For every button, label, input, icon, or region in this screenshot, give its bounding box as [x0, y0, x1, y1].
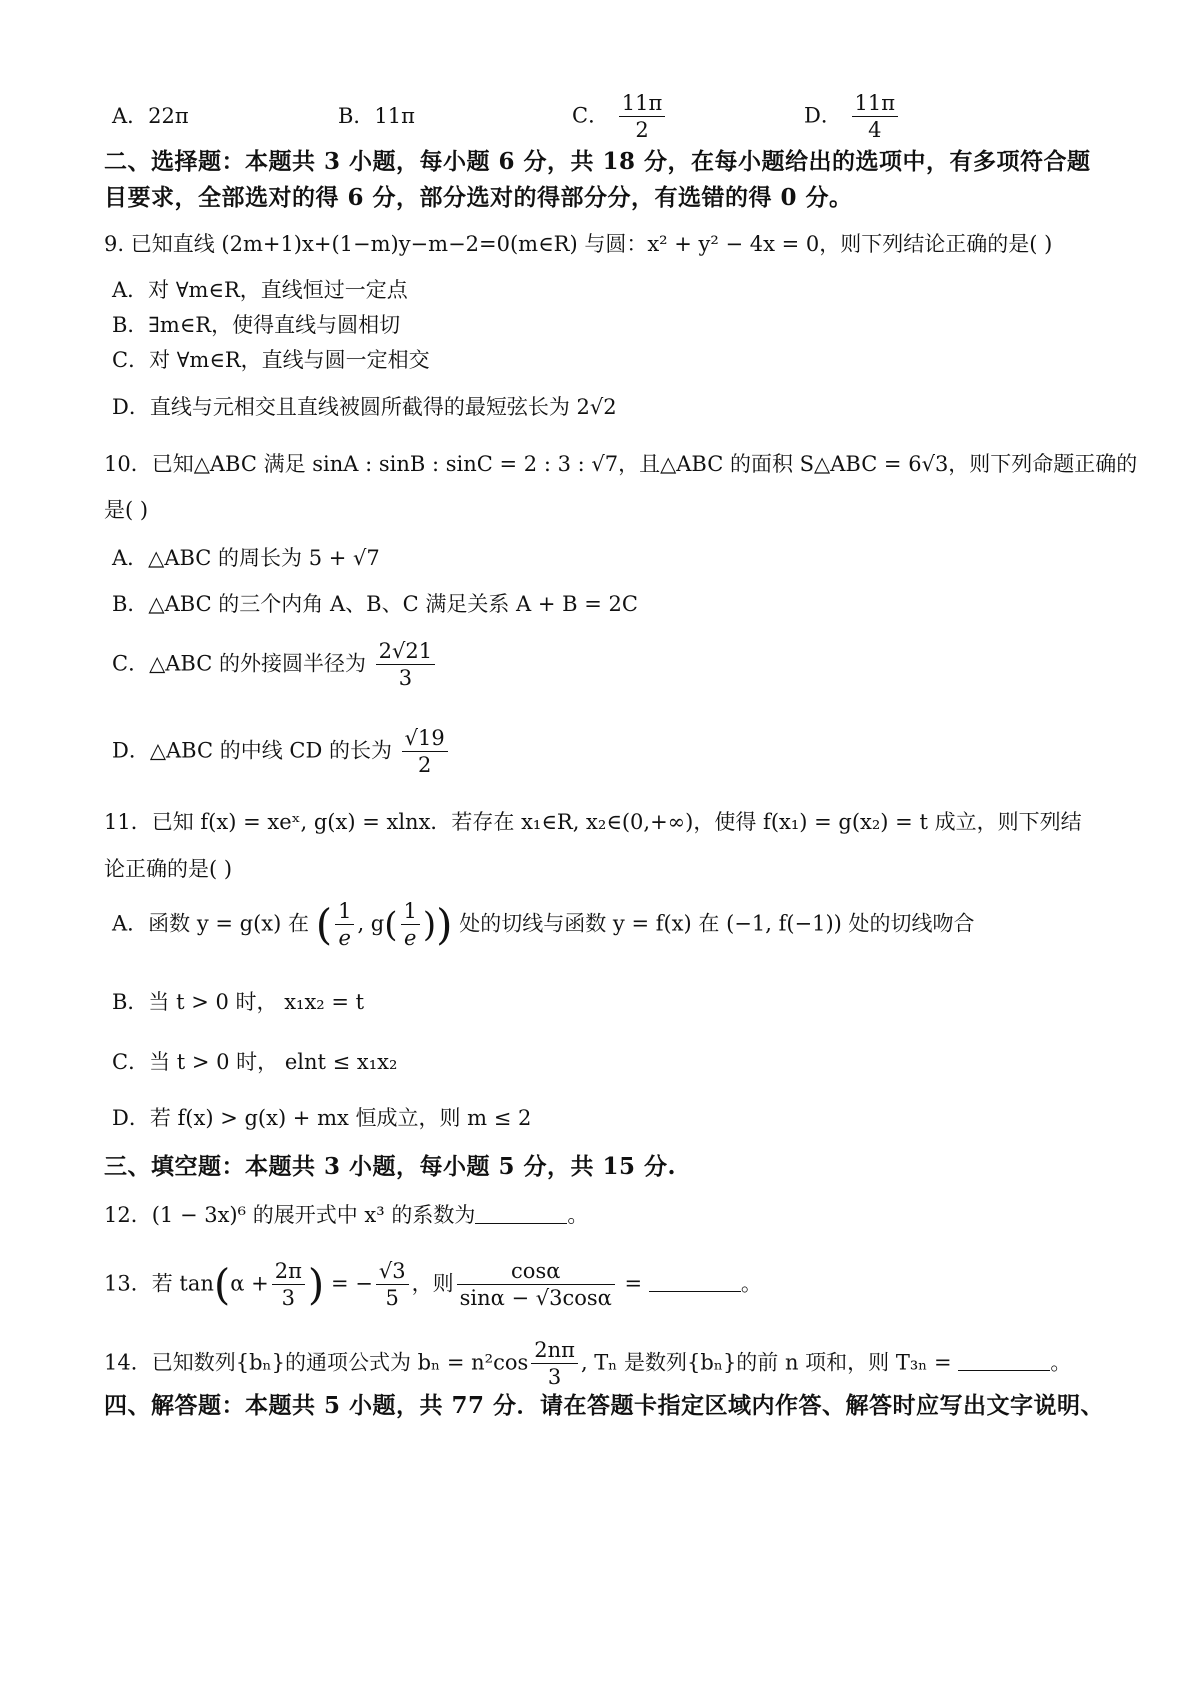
paren-close: ) — [307, 1259, 325, 1309]
q12 — [104, 1203, 588, 1228]
frac-denominator: e — [338, 926, 351, 951]
q13-prefix: 13．若 tan — [104, 1271, 214, 1296]
q9-option-c: C．对 ∀m∈R，直线与圆一定相交 — [112, 348, 430, 372]
q8-option-d-label: D． — [804, 103, 842, 128]
q10-option-c-fraction — [376, 638, 435, 692]
q13-alpha: α + — [230, 1271, 269, 1296]
paren-open: ( — [384, 904, 398, 945]
frac-denominator: 3 — [281, 1286, 295, 1311]
q13-equals-minus: = − — [330, 1271, 373, 1296]
q11-option-a-mid: , g — [357, 911, 385, 936]
q8-option-c — [572, 90, 668, 144]
q11-stem-line1: 11．已知 f(x) = xeˣ, g(x) = xlnx．若存在 x₁∈R, x₂∈(0,+∞)，使得 f(x₁) = g(x₂) = t 成立，则下列结 — [104, 810, 1082, 834]
q14-end: 。 — [1050, 1350, 1072, 1375]
frac-denominator: 2 — [418, 753, 432, 778]
section2-heading-line1: 二、选择题：本题共 3 小题，每小题 6 分，共 18 分，在每小题给出的选项中，有多项符合题 — [104, 148, 1091, 175]
frac-numerator: cosα — [457, 1258, 615, 1285]
q10-option-b: B．△ABC 的三个内角 A、B、C 满足关系 A + B = 2C — [112, 592, 638, 616]
q9-stem: 9. 已知直线 (2m+1)x+(1−m)y−m−2=0(m∈R) 与圆：x² + y² − 4x = 0，则下列结论正确的是( ) — [104, 232, 1053, 256]
q13-fraction-2 — [376, 1258, 409, 1312]
q10-option-d-fraction — [402, 725, 448, 779]
q9-option-d: D．直线与元相交且直线被圆所截得的最短弦长为 2√2 — [112, 395, 617, 419]
q14-fraction — [531, 1337, 578, 1391]
q8-option-c-label: C． — [572, 103, 610, 128]
q8-option-a: A．22π — [112, 104, 189, 128]
q14-suffix: , Tₙ 是数列{bₙ}的前 n 项和，则 T₃ₙ = — [580, 1350, 952, 1375]
section2-heading-line2: 目要求，全部选对的得 6 分，部分选对的得部分分，有选错的得 0 分。 — [104, 184, 853, 211]
q8-option-d — [804, 90, 901, 144]
paren-open: ( — [315, 899, 333, 949]
q10-option-a: A．△ABC 的周长为 5 + √7 — [112, 546, 380, 570]
q8-option-b: B．11π — [338, 104, 415, 128]
frac-numerator: 2π — [272, 1258, 305, 1285]
q8-option-c-fraction — [619, 90, 666, 144]
paren-open: ( — [213, 1259, 231, 1309]
q10-option-d-text: D．△ABC 的中线 CD 的长为 — [112, 738, 392, 763]
frac-numerator: 2nπ — [531, 1337, 578, 1364]
frac-denominator: sinα − √3cosα — [459, 1286, 612, 1311]
q11-stem-line2: 论正确的是( ) — [104, 857, 233, 881]
q11-option-a-fraction-2 — [401, 898, 420, 952]
q10-stem-line2: 是( ) — [104, 498, 149, 522]
frac-numerator: 11π — [852, 90, 899, 117]
frac-denominator: 2 — [635, 118, 649, 143]
q14 — [104, 1337, 1071, 1391]
frac-denominator: 4 — [868, 118, 882, 143]
q13-answer-blank[interactable] — [649, 1291, 741, 1292]
q13-fraction-1 — [272, 1258, 305, 1312]
q11-option-c: C．当 t > 0 时， elnt ≤ x₁x₂ — [112, 1050, 398, 1074]
q14-prefix: 14．已知数列{bₙ}的通项公式为 bₙ = n²cos — [104, 1350, 529, 1375]
q13 — [104, 1258, 762, 1312]
frac-denominator: e — [403, 926, 417, 951]
q11-option-b: B．当 t > 0 时， x₁x₂ = t — [112, 990, 365, 1014]
frac-denominator: 3 — [398, 666, 413, 691]
q12-end: 。 — [567, 1203, 589, 1227]
q9-option-b: B．∃m∈R，使得直线与圆相切 — [112, 313, 401, 337]
q11-option-a-fraction-1 — [335, 898, 354, 952]
paren-close: ) — [436, 899, 453, 949]
q12-answer-blank[interactable] — [475, 1223, 567, 1224]
q13-end: 。 — [740, 1271, 762, 1296]
q12-text: 12．(1 − 3x)⁶ 的展开式中 x³ 的系数为 — [104, 1203, 476, 1227]
q11-option-a-suffix: 处的切线与函数 y = f(x) 在 (−1, f(−1)) 处的切线吻合 — [459, 911, 975, 936]
frac-numerator: √3 — [376, 1258, 409, 1285]
q8-option-d-fraction — [852, 90, 899, 144]
frac-numerator: 11π — [619, 90, 666, 117]
frac-denominator: 5 — [385, 1286, 399, 1311]
frac-numerator: √19 — [402, 725, 448, 752]
paren-close: ) — [422, 904, 437, 945]
q13-then: ，则 — [411, 1271, 454, 1296]
frac-numerator: 2√21 — [376, 638, 435, 665]
frac-numerator: 1 — [401, 898, 420, 925]
frac-denominator: 3 — [547, 1365, 562, 1390]
q14-answer-blank[interactable] — [958, 1370, 1050, 1371]
q13-equals: = — [624, 1271, 643, 1296]
q11-option-d: D．若 f(x) > g(x) + mx 恒成立，则 m ≤ 2 — [112, 1106, 532, 1130]
q9-option-a: A．对 ∀m∈R，直线恒过一定点 — [112, 278, 408, 302]
q11-option-a — [112, 898, 975, 952]
q10-option-d — [112, 725, 451, 779]
q10-option-c-text: C．△ABC 的外接圆半径为 — [112, 651, 366, 676]
section3-heading: 三、填空题：本题共 3 小题，每小题 5 分，共 15 分. — [104, 1153, 677, 1180]
section4-heading: 四、解答题：本题共 5 小题，共 77 分．请在答题卡指定区域内作答、解答时应写出文字说明、 — [104, 1392, 1105, 1419]
q10-stem-line1: 10．已知△ABC 满足 sinA : sinB : sinC = 2 : 3 : √7，且△ABC 的面积 S△ABC = 6√3，则下列命题正确的 — [104, 452, 1138, 476]
q11-option-a-prefix: A．函数 y = g(x) 在 — [112, 911, 309, 936]
q10-option-c — [112, 638, 438, 692]
q13-fraction-3 — [457, 1258, 615, 1312]
frac-numerator: 1 — [335, 898, 354, 925]
